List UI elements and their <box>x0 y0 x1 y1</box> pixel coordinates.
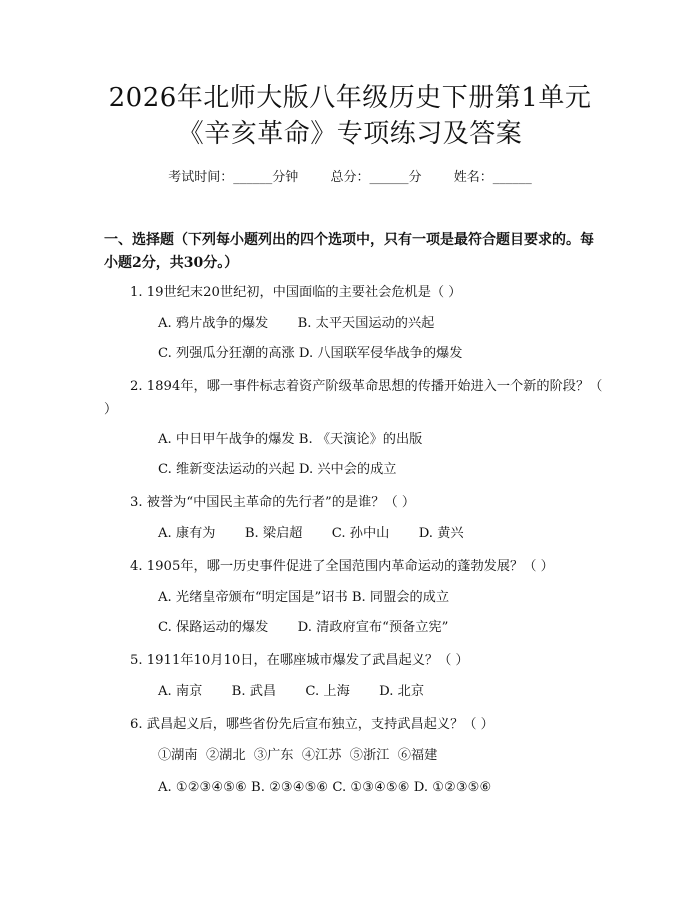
question-2-options-row-2: C. 维新变法运动的兴起 D. 兴中会的成立 <box>158 462 397 477</box>
question-1-options-row-2: C. 列强瓜分狂潮的高涨 D. 八国联军侵华战争的爆发 <box>158 346 463 361</box>
name-label: 姓名：______ <box>453 170 532 185</box>
question-6: 6. 武昌起义后，哪些省份先后宣布独立，支持武昌起义？（ ） <box>130 717 494 732</box>
question-1-options-row-1: A. 鸦片战争的爆发 B. 太平天国运动的兴起 <box>158 316 435 331</box>
question-3-options: A. 康有为 B. 梁启超 C. 孙中山 D. 黄兴 <box>158 526 464 541</box>
question-6-options: A. ①②③④⑤⑥ B. ②③④⑤⑥ C. ①③④⑤⑥ D. ①②③⑤⑥ <box>158 780 492 795</box>
total-score-label: 总分：______分 <box>330 170 422 185</box>
question-5: 5. 1911年10月10日，在哪座城市爆发了武昌起义？（ ） <box>130 653 469 668</box>
section-heading: 一、选择题（下列每小题列出的四个选项中，只有一项是最符合题目要求的。每小题2分，共30分。） <box>104 232 594 271</box>
page-title: 2026年北师大版八年级历史下册第1单元 <box>108 83 592 113</box>
question-2: 2. 1894年，哪一事件标志着资产阶级革命思想的传播开始进入一个新的阶段？（ ） <box>104 379 603 417</box>
page-subtitle: 《辛亥革命》专项练习及答案 <box>177 119 523 149</box>
question-1: 1. 19世纪末20世纪初，中国面临的主要社会危机是（ ） <box>130 285 462 300</box>
question-6-province-list: ①湖南 ②湖北 ③广东 ④江苏 ⑤浙江 ⑥福建 <box>158 748 438 763</box>
question-4-options-row-1: A. 光绪皇帝颁布“明定国是”诏书 B. 同盟会的成立 <box>158 590 450 605</box>
exam-time-label: 考试时间：______分钟 <box>168 170 299 185</box>
question-2-options-row-1: A. 中日甲午战争的爆发 B. 《天演论》的出版 <box>158 432 423 447</box>
question-4-options-row-2: C. 保路运动的爆发 D. 清政府宣布“预备立宪” <box>158 620 449 635</box>
exam-info <box>0 168 700 188</box>
question-5-options: A. 南京 B. 武昌 C. 上海 D. 北京 <box>158 684 425 699</box>
question-4: 4. 1905年，哪一历史事件促进了全国范围内革命运动的蓬勃发展？（ ） <box>130 559 554 574</box>
question-3: 3. 被誉为“中国民主革命的先行者”的是谁？（ ） <box>130 495 416 510</box>
